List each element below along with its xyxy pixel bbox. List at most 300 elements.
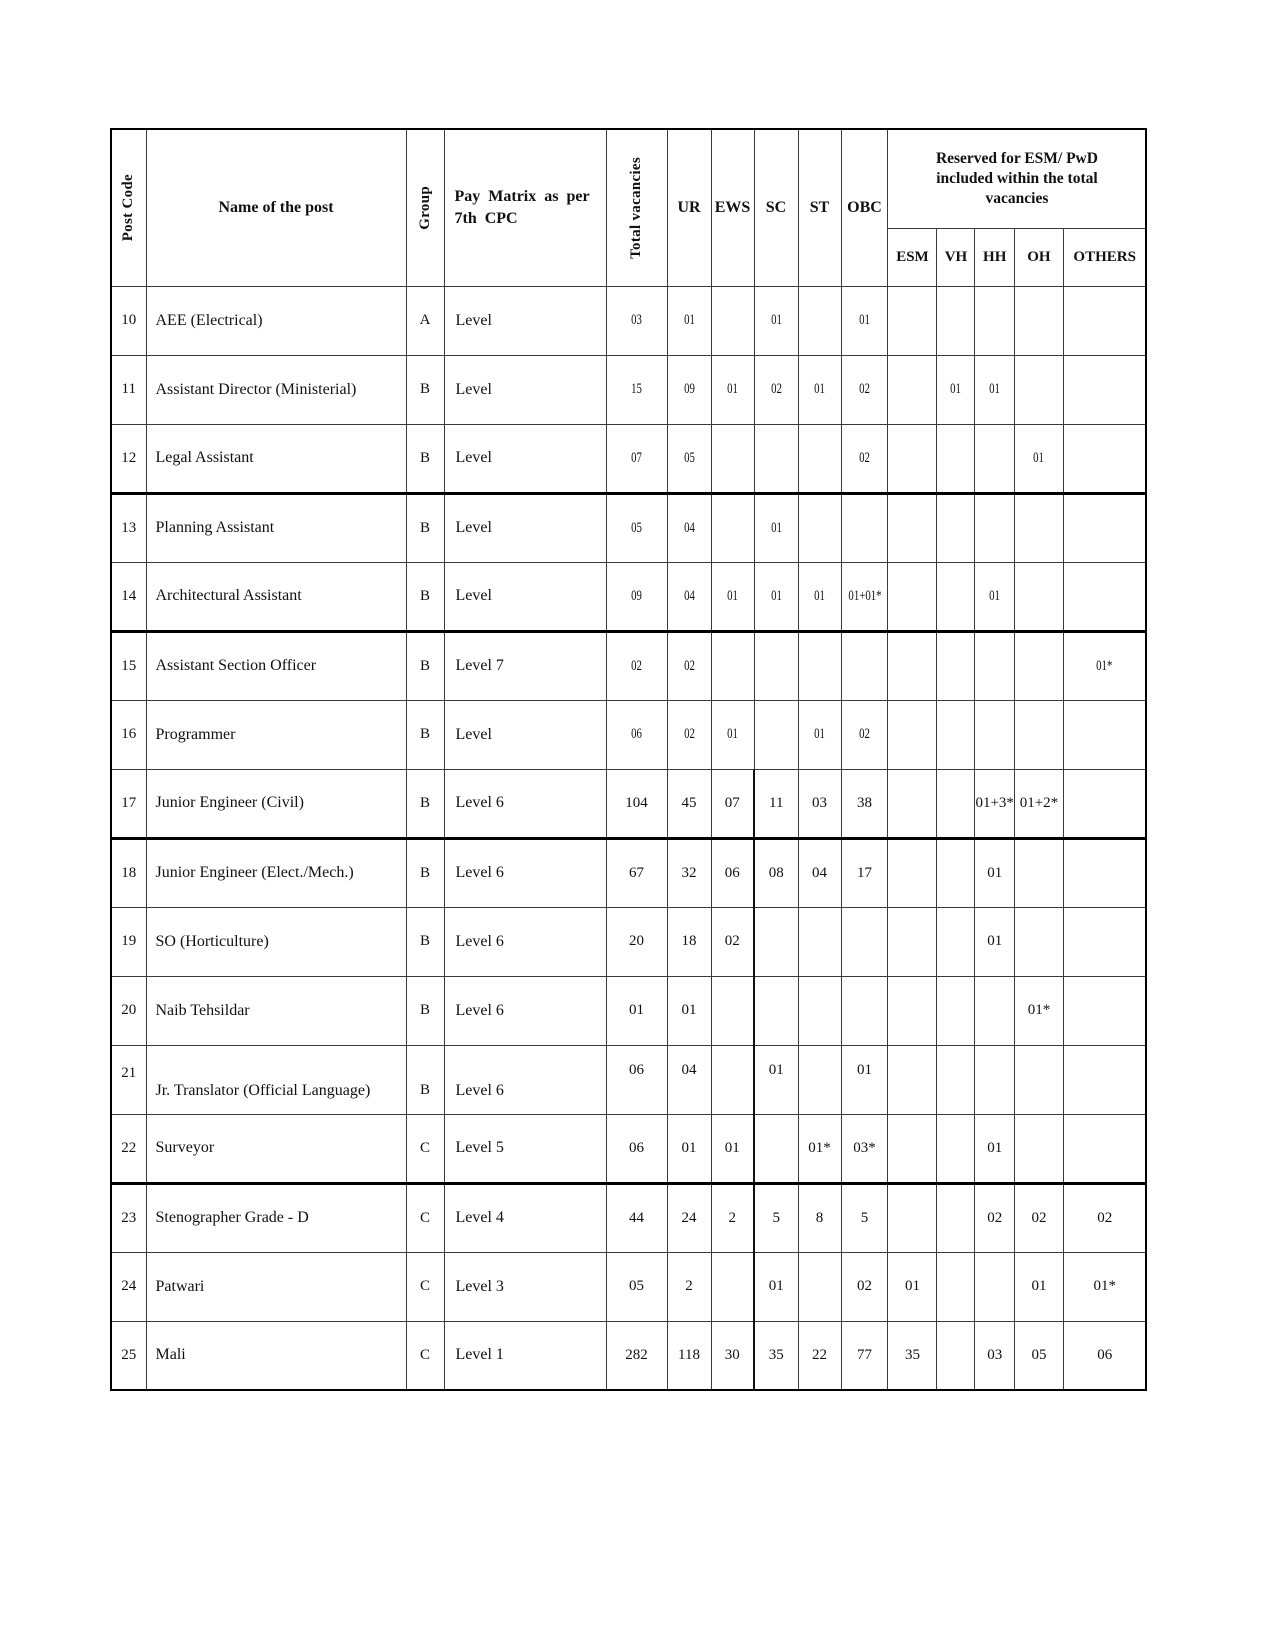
cell-group-value: B (419, 657, 430, 674)
cell-sc (754, 1321, 798, 1390)
cell-total-vacancies (606, 493, 667, 562)
cell-post-code (111, 1321, 146, 1390)
header-ur (667, 129, 711, 286)
cell-st (798, 562, 841, 631)
table-header (111, 129, 1146, 286)
cell-group (406, 1321, 444, 1390)
cell-sc (754, 562, 798, 631)
cell-vh (937, 976, 975, 1045)
cell-oh-value: 01* (1027, 1002, 1051, 1018)
cell-total-vacancies (606, 355, 667, 424)
cell-obc (841, 907, 888, 976)
cell-others (1063, 1045, 1146, 1114)
cell-post-code-value: 24 (121, 1278, 137, 1294)
cell-st (798, 1045, 841, 1114)
cell-esm (888, 769, 937, 838)
cell-ews (711, 838, 754, 907)
cell-ur (667, 1183, 711, 1252)
cell-total-vacancies (606, 1045, 667, 1114)
cell-oh (1014, 769, 1063, 838)
cell-oh (1014, 562, 1063, 631)
cell-hh (975, 424, 1014, 493)
table-row (111, 1114, 1146, 1183)
cell-total-vacancies (606, 1252, 667, 1321)
header-name-of-post-label: Name of the post (218, 198, 334, 216)
cell-ews (711, 769, 754, 838)
cell-post-code (111, 838, 146, 907)
cell-ews-value: 01 (727, 587, 738, 604)
cell-ur (667, 1114, 711, 1183)
cell-pay-matrix-value: Level (455, 380, 492, 398)
cell-total-vacancies-value: 44 (629, 1209, 644, 1226)
table-row (111, 1252, 1146, 1321)
cell-sc-value: 01 (768, 1278, 784, 1294)
cell-ur (667, 355, 711, 424)
cell-hh (975, 838, 1014, 907)
cell-sc (754, 907, 798, 976)
cell-st (798, 838, 841, 907)
header-oh-label: OH (1027, 248, 1051, 265)
cell-ews-value: 01 (727, 726, 738, 742)
cell-hh (975, 562, 1014, 631)
header-name-of-post (146, 129, 406, 286)
cell-total-vacancies (606, 769, 667, 838)
cell-group-value: B (419, 1082, 430, 1098)
cell-pay-matrix (444, 1045, 606, 1114)
header-others (1063, 228, 1146, 286)
cell-ews-value: 30 (724, 1346, 740, 1363)
cell-ews (711, 1114, 754, 1183)
cell-obc (841, 1114, 888, 1183)
cell-st-value: 04 (812, 864, 827, 881)
cell-st-value: 03 (812, 794, 827, 811)
cell-vh (937, 1114, 975, 1183)
header-hh-label: HH (983, 248, 1007, 265)
cell-st (798, 700, 841, 769)
cell-group (406, 493, 444, 562)
cell-ur (667, 1045, 711, 1114)
cell-others (1063, 1183, 1146, 1252)
cell-others (1063, 493, 1146, 562)
cell-total-vacancies (606, 1114, 667, 1183)
cell-total-vacancies (606, 286, 667, 355)
cell-vh (937, 769, 975, 838)
cell-group (406, 1183, 444, 1252)
table-row (111, 562, 1146, 631)
cell-esm (888, 976, 937, 1045)
cell-total-vacancies-value: 15 (631, 381, 642, 397)
table-row (111, 838, 1146, 907)
cell-ews (711, 1321, 754, 1390)
cell-ews (711, 631, 754, 700)
cell-obc (841, 1321, 888, 1390)
cell-hh-value: 01 (989, 381, 1001, 397)
cell-name (146, 907, 406, 976)
cell-group-value: B (419, 1002, 430, 1018)
cell-obc (841, 562, 888, 631)
cell-oh-value: 01 (1031, 1278, 1047, 1294)
cell-pay-matrix (444, 286, 606, 355)
table-row (111, 769, 1146, 838)
cell-pay-matrix (444, 1183, 606, 1252)
cell-pay-matrix (444, 355, 606, 424)
cell-group (406, 838, 444, 907)
cell-name (146, 700, 406, 769)
cell-name-value: Architectural Assistant (155, 587, 302, 604)
cell-group (406, 769, 444, 838)
cell-group (406, 976, 444, 1045)
cell-total-vacancies (606, 631, 667, 700)
cell-esm (888, 907, 937, 976)
cell-total-vacancies-value: 05 (629, 1278, 644, 1294)
cell-sc (754, 838, 798, 907)
cell-obc (841, 1045, 888, 1114)
cell-total-vacancies (606, 976, 667, 1045)
cell-ews-value: 01 (727, 381, 738, 397)
cell-total-vacancies (606, 907, 667, 976)
cell-post-code (111, 1252, 146, 1321)
cell-obc-value: 38 (856, 794, 872, 811)
table-row (111, 631, 1146, 700)
cell-hh (975, 976, 1014, 1045)
cell-pay-matrix-value: Level (455, 587, 492, 604)
cell-name (146, 1183, 406, 1252)
cell-pay-matrix-value: Level 6 (455, 932, 504, 950)
cell-sc-value: 35 (768, 1346, 784, 1363)
cell-st-value: 01 (814, 726, 825, 742)
cell-sc-value: 11 (769, 794, 784, 811)
cell-post-code-value: 19 (121, 933, 137, 949)
cell-sc (754, 769, 798, 838)
cell-group (406, 631, 444, 700)
cell-obc (841, 631, 888, 700)
cell-name (146, 976, 406, 1045)
cell-vh (937, 1321, 975, 1390)
cell-name-value: Junior Engineer (Civil) (155, 794, 304, 811)
cell-name-value: Patwari (155, 1277, 205, 1295)
cell-vh (937, 1252, 975, 1321)
header-obc-label: OBC (847, 198, 882, 216)
cell-obc (841, 700, 888, 769)
cell-group-value: B (419, 587, 430, 604)
cell-ur (667, 562, 711, 631)
cell-pay-matrix (444, 493, 606, 562)
cell-sc (754, 1252, 798, 1321)
cell-sc-value: 01 (768, 1062, 784, 1078)
cell-oh-value: 05 (1031, 1346, 1047, 1363)
cell-oh (1014, 838, 1063, 907)
cell-ews (711, 355, 754, 424)
cell-esm (888, 700, 937, 769)
cell-st-value: 22 (812, 1346, 827, 1363)
cell-others (1063, 562, 1146, 631)
cell-hh-value: 02 (987, 1209, 1003, 1226)
cell-group (406, 562, 444, 631)
header-reserved-esm-pwd: Reserved for ESM/ PwD included within the total vacancies (888, 129, 1146, 228)
cell-obc-value: 02 (859, 449, 870, 466)
cell-oh (1014, 1183, 1063, 1252)
cell-total-vacancies-value: 06 (629, 1062, 644, 1078)
cell-post-code-value: 13 (121, 519, 137, 536)
cell-name-value: SO (Horticulture) (155, 932, 269, 950)
cell-ews (711, 907, 754, 976)
cell-ews (711, 562, 754, 631)
cell-sc (754, 286, 798, 355)
cell-group-value: B (419, 381, 430, 397)
cell-ur-value: 24 (681, 1209, 697, 1226)
cell-group (406, 355, 444, 424)
cell-post-code-value: 17 (121, 794, 137, 811)
cell-st (798, 286, 841, 355)
cell-group (406, 424, 444, 493)
cell-name (146, 1252, 406, 1321)
table-row (111, 907, 1146, 976)
cell-others (1063, 700, 1146, 769)
cell-sc (754, 355, 798, 424)
cell-total-vacancies-value: 282 (625, 1346, 648, 1363)
cell-others (1063, 1252, 1146, 1321)
cell-pay-matrix-value: Level 5 (455, 1139, 504, 1156)
cell-post-code-value: 23 (121, 1209, 137, 1226)
cell-st-value: 8 (815, 1209, 824, 1226)
cell-esm (888, 838, 937, 907)
table-row (111, 424, 1146, 493)
cell-total-vacancies (606, 562, 667, 631)
cell-hh-value: 01 (987, 1139, 1003, 1156)
table-row (111, 286, 1146, 355)
cell-name (146, 493, 406, 562)
cell-post-code (111, 355, 146, 424)
cell-sc (754, 700, 798, 769)
cell-pay-matrix (444, 769, 606, 838)
cell-obc-value: 5 (860, 1209, 869, 1226)
cell-name-value: Programmer (155, 725, 236, 743)
header-sc (754, 129, 798, 286)
cell-post-code (111, 631, 146, 700)
cell-hh (975, 907, 1014, 976)
cell-obc-value: 02 (856, 1278, 872, 1294)
cell-group (406, 1045, 444, 1114)
cell-ews (711, 976, 754, 1045)
cell-ews (711, 493, 754, 562)
cell-others (1063, 424, 1146, 493)
cell-ur (667, 976, 711, 1045)
cell-obc-value: 01 (859, 312, 870, 328)
cell-obc (841, 976, 888, 1045)
vacancy-table (110, 128, 1147, 1391)
cell-group-value: B (419, 864, 430, 881)
cell-total-vacancies-value: 05 (631, 519, 642, 536)
header-oh (1014, 228, 1063, 286)
cell-name-value: Planning Assistant (155, 519, 275, 536)
cell-esm (888, 1321, 937, 1390)
cell-oh-value: 01 (1033, 449, 1045, 466)
cell-vh (937, 1183, 975, 1252)
cell-obc (841, 286, 888, 355)
cell-post-code (111, 286, 146, 355)
cell-group-value: C (419, 1209, 430, 1226)
cell-group-value: C (419, 1139, 430, 1156)
cell-name (146, 838, 406, 907)
cell-vh (937, 562, 975, 631)
cell-ews-value: 06 (724, 864, 740, 881)
cell-post-code (111, 1114, 146, 1183)
cell-post-code (111, 562, 146, 631)
header-ur-label: UR (677, 198, 701, 216)
cell-post-code (111, 1045, 146, 1114)
cell-ur-value: 32 (681, 864, 697, 881)
cell-post-code-value: 15 (121, 657, 137, 674)
cell-pay-matrix-value: Level 6 (455, 864, 504, 881)
cell-ur (667, 907, 711, 976)
table-body (111, 286, 1146, 1390)
cell-esm (888, 631, 937, 700)
cell-post-code (111, 907, 146, 976)
cell-vh (937, 355, 975, 424)
cell-post-code-value: 14 (121, 587, 137, 604)
cell-ur-value: 118 (678, 1346, 700, 1363)
cell-post-code-value: 22 (121, 1139, 137, 1156)
cell-vh (937, 838, 975, 907)
cell-name (146, 286, 406, 355)
cell-ews-value: 02 (724, 933, 740, 949)
cell-name (146, 562, 406, 631)
cell-oh-value: 02 (1031, 1209, 1047, 1226)
cell-others (1063, 355, 1146, 424)
cell-name-value: Surveyor (155, 1139, 215, 1156)
cell-obc (841, 1252, 888, 1321)
cell-others (1063, 907, 1146, 976)
cell-pay-matrix (444, 631, 606, 700)
cell-st (798, 1252, 841, 1321)
cell-post-code (111, 769, 146, 838)
cell-group-value: A (419, 312, 431, 328)
header-obc (841, 129, 888, 286)
cell-name (146, 355, 406, 424)
cell-name (146, 424, 406, 493)
cell-total-vacancies-value: 06 (631, 726, 642, 742)
cell-obc-value: 01+01* (847, 587, 882, 604)
cell-sc-value: 5 (772, 1209, 780, 1226)
cell-esm (888, 355, 937, 424)
cell-esm (888, 1114, 937, 1183)
cell-total-vacancies (606, 1321, 667, 1390)
cell-ur (667, 424, 711, 493)
table-row (111, 700, 1146, 769)
header-sc-label: SC (765, 198, 787, 216)
cell-oh (1014, 1045, 1063, 1114)
cell-sc (754, 493, 798, 562)
cell-sc-value: 02 (770, 381, 782, 397)
cell-name (146, 769, 406, 838)
cell-name-value: Junior Engineer (Elect./Mech.) (155, 864, 354, 881)
cell-st (798, 1183, 841, 1252)
cell-total-vacancies-value: 02 (631, 657, 642, 674)
cell-group-value: B (419, 449, 430, 466)
cell-oh (1014, 286, 1063, 355)
cell-ur (667, 493, 711, 562)
cell-sc (754, 424, 798, 493)
cell-obc-value: 17 (856, 864, 872, 881)
cell-post-code-value: 25 (121, 1346, 137, 1363)
cell-others (1063, 838, 1146, 907)
cell-vh (937, 700, 975, 769)
cell-ews-value: 01 (724, 1139, 740, 1156)
cell-ews-value: 07 (724, 794, 740, 811)
cell-obc (841, 493, 888, 562)
cell-name-value: Naib Tehsildar (155, 1001, 250, 1019)
cell-esm (888, 493, 937, 562)
cell-pay-matrix (444, 1252, 606, 1321)
cell-group-value: B (419, 519, 430, 536)
cell-oh (1014, 493, 1063, 562)
cell-total-vacancies-value: 67 (629, 864, 644, 881)
cell-ews (711, 1252, 754, 1321)
cell-group (406, 700, 444, 769)
header-esm (888, 228, 937, 286)
cell-esm (888, 1045, 937, 1114)
cell-obc-value: 02 (859, 726, 870, 742)
cell-oh (1014, 1321, 1063, 1390)
cell-vh (937, 286, 975, 355)
cell-oh (1014, 424, 1063, 493)
cell-group (406, 286, 444, 355)
cell-group-value: B (419, 933, 430, 949)
cell-hh-value: 01 (987, 933, 1003, 949)
cell-esm (888, 562, 937, 631)
cell-hh (975, 1321, 1014, 1390)
cell-ews (711, 1183, 754, 1252)
cell-pay-matrix-value: Level 6 (455, 1001, 504, 1019)
cell-post-code (111, 976, 146, 1045)
cell-total-vacancies (606, 838, 667, 907)
cell-oh (1014, 631, 1063, 700)
cell-esm (888, 1252, 937, 1321)
cell-pay-matrix (444, 1321, 606, 1390)
cell-hh-value: 01+3* (975, 794, 1014, 811)
cell-ur (667, 700, 711, 769)
cell-st-value: 01 (814, 381, 825, 397)
cell-name (146, 631, 406, 700)
cell-oh (1014, 1114, 1063, 1183)
cell-oh (1014, 1252, 1063, 1321)
cell-vh-value: 01 (950, 381, 962, 397)
cell-hh-value: 01 (987, 864, 1003, 881)
cell-obc-value: 03* (853, 1139, 876, 1156)
cell-st (798, 631, 841, 700)
cell-hh (975, 355, 1014, 424)
cell-group (406, 1114, 444, 1183)
cell-ur (667, 1252, 711, 1321)
cell-vh (937, 493, 975, 562)
cell-total-vacancies-value: 01 (629, 1002, 644, 1018)
cell-vh (937, 424, 975, 493)
cell-others-value: 01* (1096, 657, 1113, 674)
header-group: Group (406, 129, 444, 286)
cell-st (798, 1321, 841, 1390)
cell-others (1063, 1114, 1146, 1183)
cell-pay-matrix (444, 838, 606, 907)
cell-sc (754, 1114, 798, 1183)
cell-st (798, 907, 841, 976)
cell-total-vacancies-value: 104 (625, 794, 648, 811)
cell-group (406, 907, 444, 976)
cell-pay-matrix (444, 562, 606, 631)
cell-esm (888, 424, 937, 493)
cell-ur-value: 18 (681, 933, 697, 949)
cell-ur-value: 02 (683, 657, 695, 674)
cell-pay-matrix (444, 1114, 606, 1183)
